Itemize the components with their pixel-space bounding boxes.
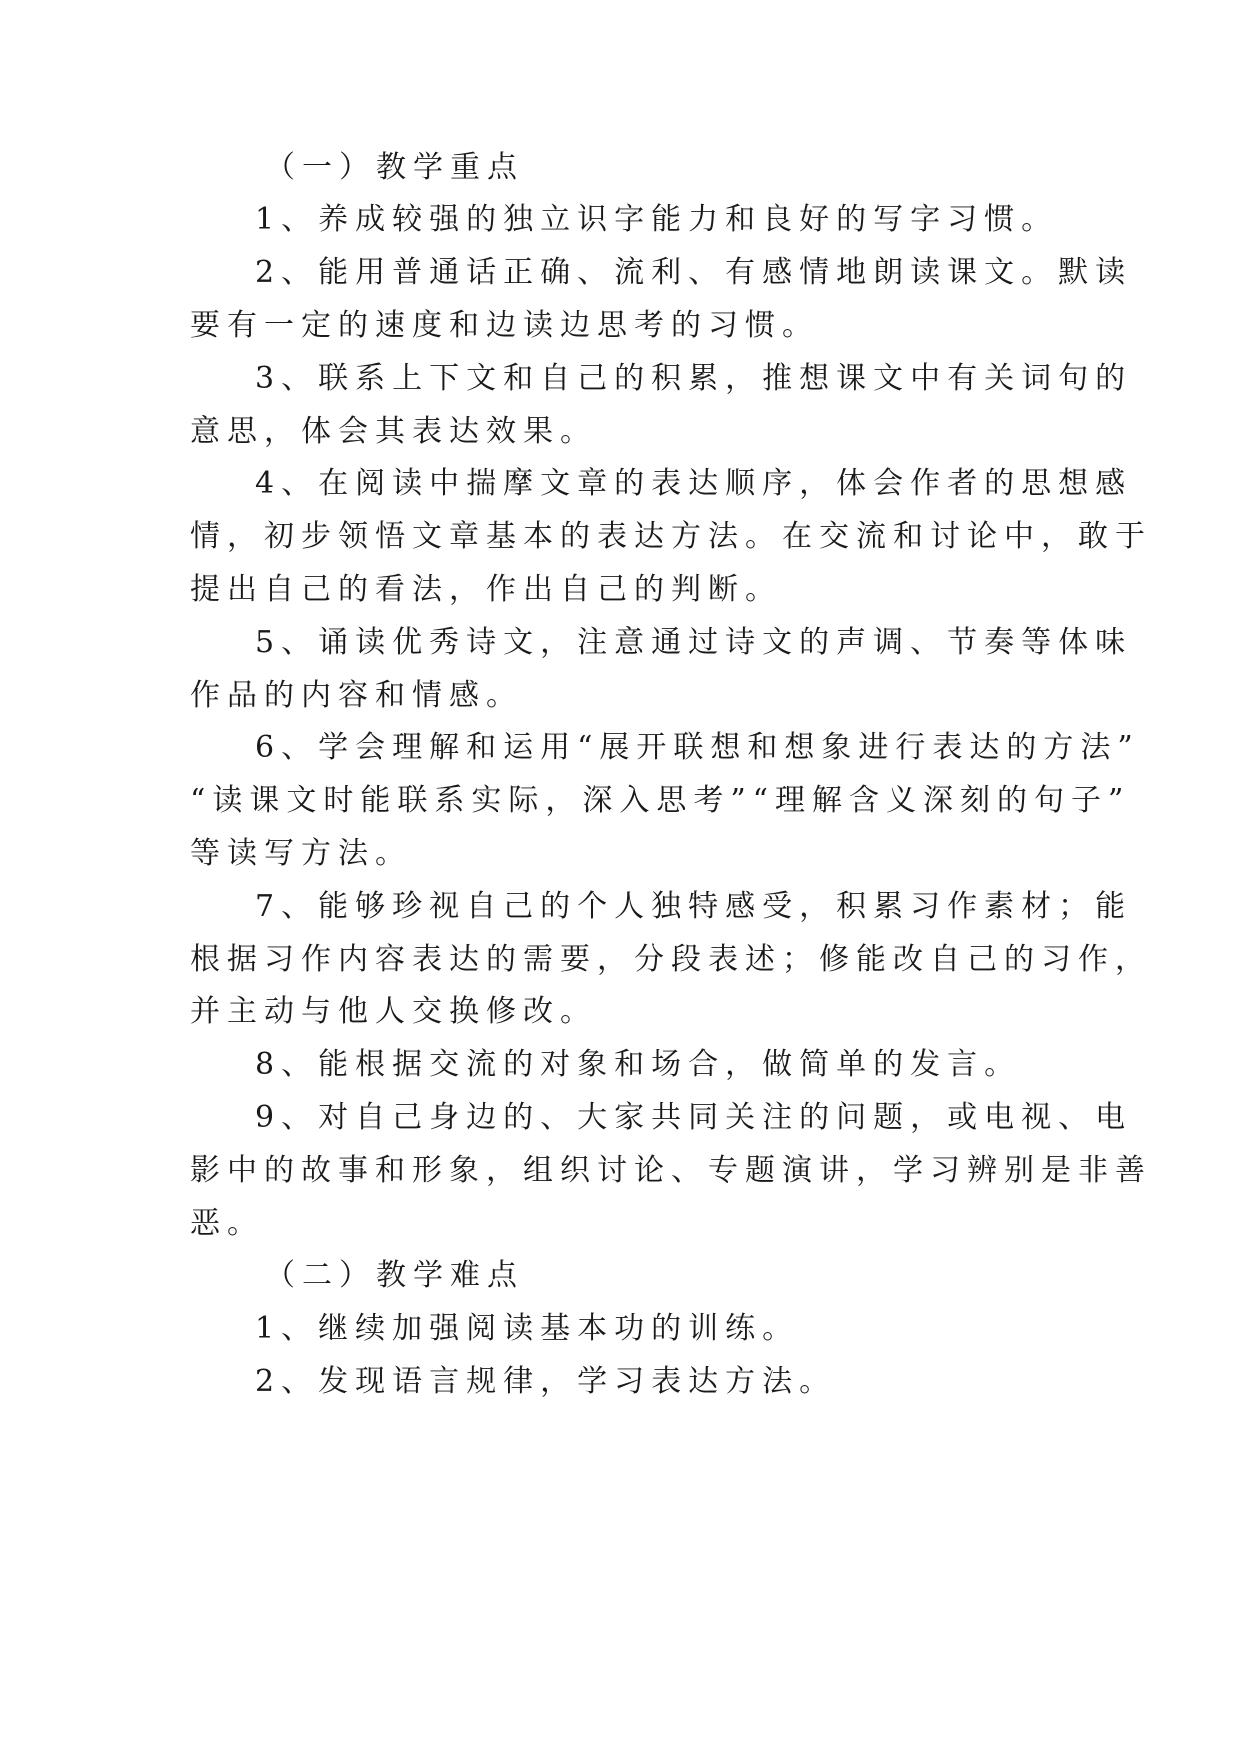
section-heading-difficulties: （二）教学难点 <box>265 1258 524 1293</box>
key-point-3-line-2: 意思，体会其表达效果。 <box>190 414 597 449</box>
section-heading-key-points: （一）教学重点 <box>265 150 524 185</box>
key-point-2-line-2: 要有一定的速度和边读边思考的习惯。 <box>190 308 819 343</box>
key-point-6-line-2: “读课文时能联系实际，深入思考”“理解含义深刻的句子” <box>190 783 1131 818</box>
key-point-7-line-1: 7、能够珍视自己的个人独特感受，积累习作素材；能 <box>255 889 1133 924</box>
key-point-6-line-1: 6、学会理解和运用“展开联想和想象进行表达的方法” <box>255 730 1140 765</box>
key-point-9-line-2: 影中的故事和形象，组织讨论、专题演讲，学习辨别是非善 <box>190 1153 1152 1188</box>
key-point-7-line-2: 根据习作内容表达的需要，分段表述；修能改自己的习作， <box>190 942 1152 977</box>
difficulty-1: 1、继续加强阅读基本功的训练。 <box>255 1311 800 1346</box>
key-point-9-line-3: 恶。 <box>190 1206 264 1241</box>
key-point-4-line-3: 提出自己的看法，作出自己的判断。 <box>190 572 782 607</box>
key-point-5-line-1: 5、诵读优秀诗文，注意通过诗文的声调、节奏等体味 <box>255 625 1133 660</box>
key-point-6-line-3: 等读写方法。 <box>190 836 412 871</box>
key-point-8: 8、能根据交流的对象和场合，做简单的发言。 <box>255 1047 1022 1082</box>
key-point-1: 1、养成较强的独立识字能力和良好的写字习惯。 <box>255 202 1059 237</box>
key-point-5-line-2: 作品的内容和情感。 <box>190 678 523 713</box>
key-point-9-line-1: 9、对自己身边的、大家共同关注的问题，或电视、电 <box>255 1100 1133 1135</box>
key-point-4-line-1: 4、在阅读中揣摩文章的表达顺序，体会作者的思想感 <box>255 466 1133 501</box>
difficulty-2: 2、发现语言规律，学习表达方法。 <box>255 1364 837 1399</box>
key-point-3-line-1: 3、联系上下文和自己的积累，推想课文中有关词句的 <box>255 361 1133 396</box>
key-point-2-line-1: 2、能用普通话正确、流利、有感情地朗读课文。默读 <box>255 255 1133 290</box>
key-point-4-line-2: 情，初步领悟文章基本的表达方法。在交流和讨论中，敢于 <box>190 519 1152 554</box>
key-point-7-line-3: 并主动与他人交换修改。 <box>190 994 597 1029</box>
